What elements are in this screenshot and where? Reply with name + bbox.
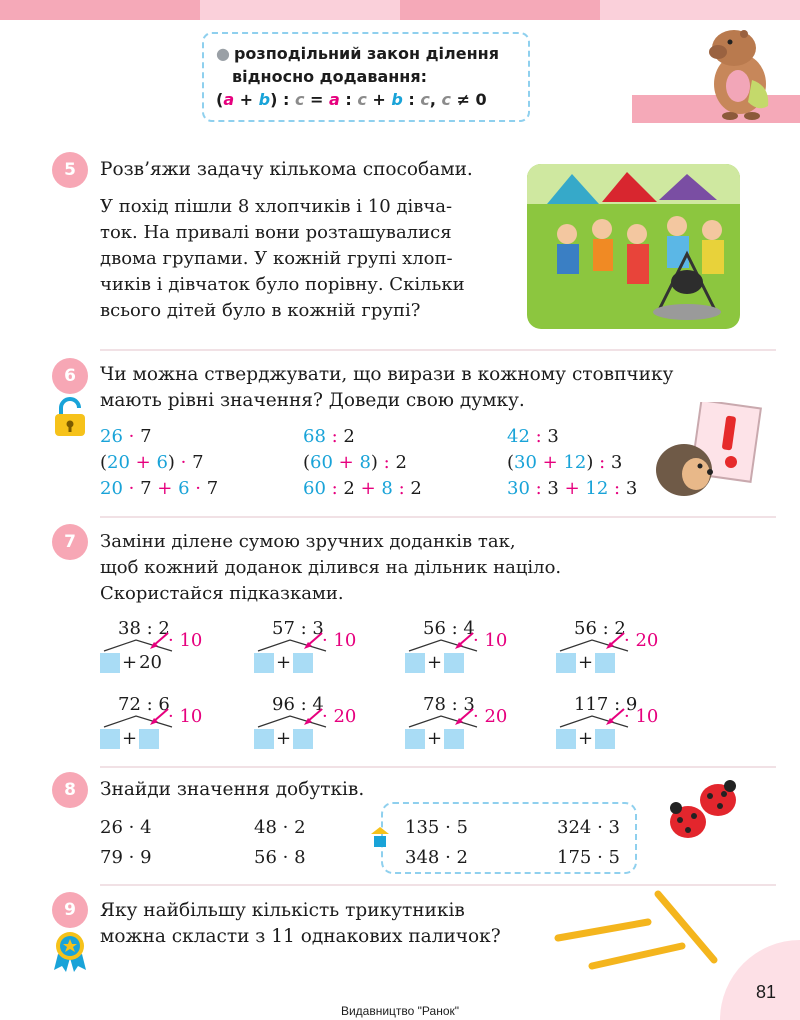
hint-multiplier: · 10 [168, 630, 203, 651]
dividend-expression: 57 : 3 [272, 618, 324, 639]
page-number: 81 [756, 982, 777, 1002]
publisher-footer: Видавництво "Ранок" [340, 1004, 460, 1018]
dividend-expression: 56 : 4 [423, 618, 475, 639]
task-6-line-2: мають рівні значення? Доведи свою думку. [100, 390, 525, 411]
hedgehog-illustration [652, 402, 762, 502]
product: 348 · 2 [405, 847, 468, 868]
expression: (60 + 8) : 2 [303, 452, 407, 473]
product: 56 · 8 [254, 847, 306, 868]
answer-box[interactable] [100, 653, 120, 673]
product: 135 · 5 [405, 817, 468, 838]
stripe [200, 0, 400, 20]
dividend-expression: 72 : 6 [118, 694, 170, 715]
task-6-line-1: Чи можна стверджувати, що вирази в кожному стовпчику [100, 364, 674, 385]
rule-box [202, 32, 530, 122]
hint-multiplier: · 10 [168, 706, 203, 727]
task-number-badge: 9 [52, 892, 88, 928]
sum-template [254, 728, 313, 749]
stripe [400, 0, 600, 20]
answer-box[interactable] [556, 729, 576, 749]
task-number-badge: 6 [52, 358, 88, 394]
top-stripes [0, 0, 800, 20]
answer-box[interactable] [595, 653, 615, 673]
divider [100, 349, 776, 351]
answer-box[interactable] [444, 653, 464, 673]
dividend-expression: 117 : 9 [574, 694, 638, 715]
task-5-text: У похід пішли 8 хлопчиків і 10 дівча- ток. На привалі вони розташувалися двома групами. У кожній групі хлоп- чиків і дівчаток було порівну. Скільки всього дітей було в кожній групі? [100, 196, 465, 321]
stripe [600, 0, 800, 20]
divider [100, 766, 776, 768]
task-5-title: Розв’яжи задачу кількома способами. [100, 159, 473, 180]
answer-box[interactable] [100, 729, 120, 749]
hint-multiplier: · 20 [322, 706, 357, 727]
product: 175 · 5 [557, 847, 620, 868]
plus-sign: + [122, 728, 138, 749]
plus-sign: + [276, 652, 292, 673]
dividend-expression: 96 : 4 [272, 694, 324, 715]
answer-box[interactable] [444, 729, 464, 749]
dividend-expression: 38 : 2 [118, 618, 170, 639]
expression: 20 · 7 + 6 · 7 [100, 478, 219, 499]
sum-template [556, 652, 615, 673]
task-9-line-1: Яку найбільшу кількість трикутників [100, 900, 465, 921]
answer-box[interactable] [254, 729, 274, 749]
answer-box[interactable] [254, 653, 274, 673]
product: 48 · 2 [254, 817, 306, 838]
product: 26 · 4 [100, 817, 152, 838]
expression: 60 : 2 + 8 : 2 [303, 478, 422, 499]
rule-line-1: ● розподільний закон ділення [216, 44, 499, 63]
divider [100, 516, 776, 518]
task-number-badge: 5 [52, 152, 88, 188]
hint-multiplier: · 20 [473, 706, 508, 727]
answer-box[interactable] [595, 729, 615, 749]
product: 79 · 9 [100, 847, 152, 868]
expression: 30 : 3 + 12 : 3 [507, 478, 638, 499]
plus-sign: + [427, 652, 443, 673]
sum-template [405, 652, 464, 673]
house-icon [370, 826, 390, 848]
product: 324 · 3 [557, 817, 620, 838]
plus-sign: + [122, 652, 138, 673]
medal-icon [50, 930, 90, 972]
task-7-text: Заміни ділене сумою зручних доданків так, щоб кожний доданок ділився на дільник націло. Скористайся підказками. [100, 531, 562, 604]
camp-illustration [527, 164, 740, 329]
expression: (30 + 12) : 3 [507, 452, 623, 473]
task-8-title: Знайди значення добутків. [100, 779, 365, 800]
ladybugs-illustration [666, 774, 746, 846]
stripe [0, 0, 200, 20]
expression: 26 · 7 [100, 426, 152, 447]
capybara-illustration [700, 22, 778, 122]
plus-sign: + [578, 652, 594, 673]
task-number-badge: 7 [52, 524, 88, 560]
sum-template [556, 728, 615, 749]
hint-multiplier: · 10 [624, 706, 659, 727]
expression: 42 : 3 [507, 426, 559, 447]
answer-box[interactable] [139, 729, 159, 749]
hint-multiplier: · 10 [322, 630, 357, 651]
expression: 68 : 2 [303, 426, 355, 447]
given-addend: 20 [139, 652, 162, 673]
rule-line-2: відносно додавання: [232, 67, 428, 86]
sum-template [405, 728, 464, 749]
answer-box[interactable] [293, 653, 313, 673]
sticks-illustration [548, 886, 728, 974]
task-number-badge: 8 [52, 772, 88, 808]
dividend-expression: 56 : 2 [574, 618, 626, 639]
answer-box[interactable] [405, 729, 425, 749]
hint-multiplier: · 10 [473, 630, 508, 651]
task-9-line-2: можна скласти з 11 однакових паличок? [100, 926, 501, 947]
sum-template [254, 652, 313, 673]
answer-box[interactable] [556, 653, 576, 673]
sum-template [100, 652, 162, 673]
sum-template [100, 728, 159, 749]
lock-icon [52, 396, 88, 438]
hint-multiplier: · 20 [624, 630, 659, 651]
bullet-icon: ● [216, 44, 230, 63]
plus-sign: + [427, 728, 443, 749]
expression: (20 + 6) · 7 [100, 452, 204, 473]
plus-sign: + [578, 728, 594, 749]
plus-sign: + [276, 728, 292, 749]
answer-box[interactable] [405, 653, 425, 673]
dividend-expression: 78 : 3 [423, 694, 475, 715]
answer-box[interactable] [293, 729, 313, 749]
rule-formula: (a + b) : c = a : c + b : c, c ≠ 0 [216, 90, 487, 109]
